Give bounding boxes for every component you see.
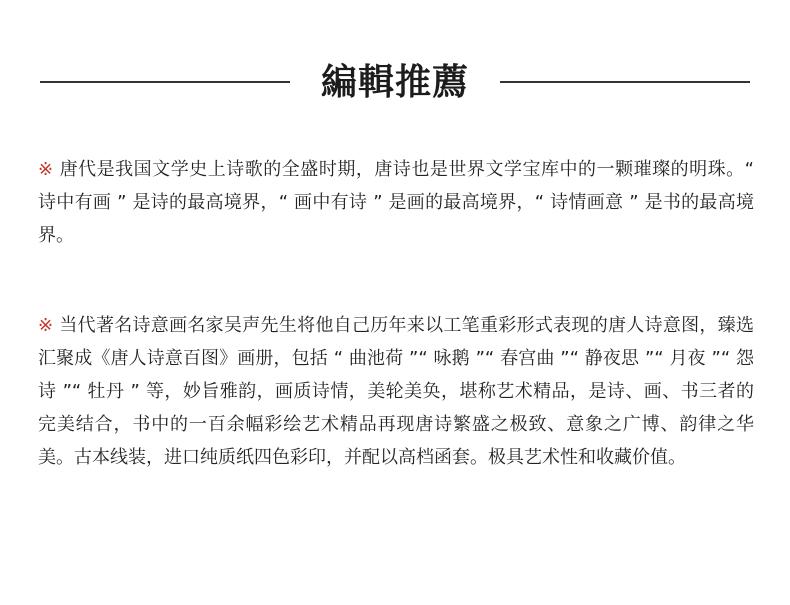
header-rule-right xyxy=(500,81,750,83)
paragraph-2 xyxy=(38,309,754,474)
header-rule-left xyxy=(40,81,290,83)
reference-mark-icon: ※ xyxy=(38,159,54,180)
reference-mark-icon: ※ xyxy=(38,315,54,336)
paragraph-1-text: 唐代是我国文学史上诗歌的全盛时期，唐诗也是世界文学宝库中的一颗璀璨的明珠。“ 诗中有画 ” 是诗的最高境界，“ 画中有诗 ” 是画的最高境界，“ 诗情画意 ” 是书的最高境界。 xyxy=(38,159,754,246)
recommendation-body xyxy=(38,153,754,474)
paragraph-1 xyxy=(38,153,754,252)
section-title: 編輯推薦 xyxy=(320,61,469,103)
section-header xyxy=(40,52,750,112)
paragraph-2-text: 当代著名诗意画名家吴声先生将他自己历年来以工笔重彩形式表现的唐人诗意图，臻选汇聚成《唐人诗意百图》画册，包括 “ 曲池荷 ”“ 咏鹅 ”“ 春宫曲 ”“ 静夜思 ”“ 月夜 ”“ 怨诗 ”“ 牡丹 ” 等，妙旨雅韵，画质诗情，美轮美奂，堪称艺术精品，是诗、画、书三者的完美结合，书中的一百余幅彩绘艺术精品再现唐诗繁盛之极致、意象之广博、韵律之华美。古本线装，进口纯质纸四色彩印，并配以高档函套。极具艺术性和收藏价值。 xyxy=(38,315,754,468)
